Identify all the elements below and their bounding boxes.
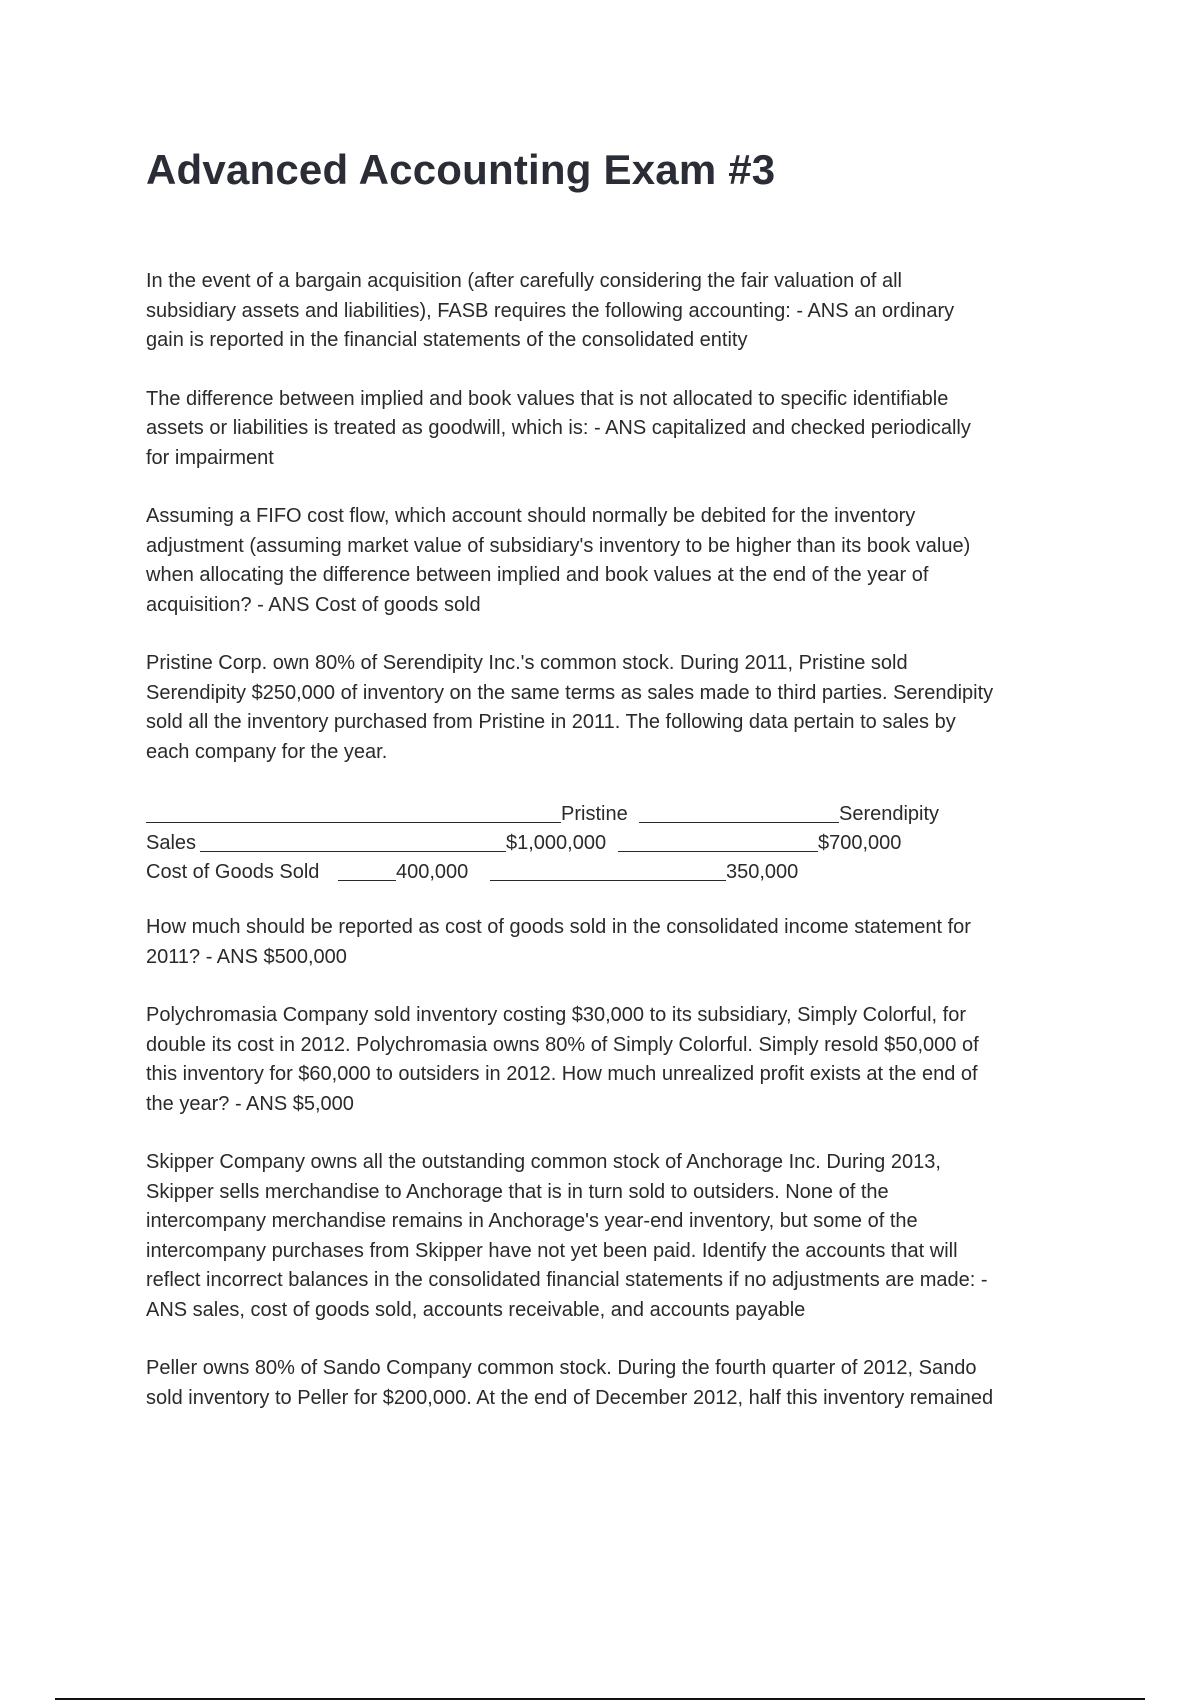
underline-rule [639,822,839,823]
table-row [146,825,1096,855]
question-goodwill: The difference between implied and book values that is not allocated to specific identifiable assets or liabilities is treated as goodwill, which is: - ANS capitalized and checked periodically for impairment [146,387,971,469]
underline-rule [490,880,726,881]
row-label-sales: Sales [146,832,197,854]
sales-pristine-value: $1,000,000 [506,832,607,854]
document-body [146,267,1096,1442]
cogs-pristine-value: 400,000 [396,861,469,883]
sales-serendipity-value: $700,000 [818,832,902,854]
underline-rule [338,880,396,881]
underline-rule [146,822,561,823]
page-title: Advanced Accounting Exam #3 [146,146,776,193]
underline-rule [200,851,506,852]
question-fifo-inventory: Assuming a FIFO cost flow, which account should normally be debited for the inventory adjustment (assuming market value of subsidiary's inventory to be higher than its book value) when allocating the difference between implied and book values at the end of the year of acquisition? - ANS Cost of goods sold [146,505,971,616]
table-header-pristine: Pristine [561,803,628,825]
question-unrealized-profit: Polychromasia Company sold inventory costing $30,000 to its subsidiary, Simply Colorful, for double its cost in 2012. Polychromasia owns 80% of Simply Colorful. Simply resold $50,000 of this inventory for $60,000 to outsiders in 2012. How much unrealized profit exists at the end of the year? - ANS $5,000 [146,1004,979,1115]
cogs-serendipity-value: 350,000 [726,861,799,883]
table-header-serendipity: Serendipity [839,803,940,825]
table-row [146,854,1096,884]
question-bargain-acquisition: In the event of a bargain acquisition (after carefully considering the fair valuation of all subsidiary assets and liabilities), FASB requires the following accounting: - ANS an ordinary gain is reported in the financial statements of the consolidated entity [146,270,955,351]
underline-rule [618,851,818,852]
question-incorrect-balances: Skipper Company owns all the outstanding common stock of Anchorage Inc. During 2013, Skipper sells merchandise to Anchorage that is in turn sold to outsiders. None of the intercompany merchandise remains in Anchorage's year-end inventory, but some of the intercompany purchases from Skipper have not yet been paid. Identify the accounts that will reflect incorrect balances in the consolidated financial statements if no adjustments are made: - ANS sales, cost of goods sold, accounts receivable, and accounts payable [146,1151,988,1321]
row-label-cogs: Cost of Goods Sold [146,861,320,883]
question-pristine-serendipity: Pristine Corp. own 80% of Serendipity Inc.'s common stock. During 2011, Pristine sold Serendipity $250,000 of inventory on the same terms as sales made to third parties. Serendipity sold all the inventory purchased from Pristine in 2011. The following data pertain to sales by each company for the year. [146,652,994,763]
table-header-row [146,796,1096,826]
question-consolidated-cogs: How much should be reported as cost of goods sold in the consolidated income statement for 2011? - ANS $500,000 [146,916,971,968]
sales-data-table [146,796,1096,884]
question-peller-sando: Peller owns 80% of Sando Company common stock. During the fourth quarter of 2012, Sando sold inventory to Peller for $200,000. At the end of December 2012, half this inventory remained [146,1357,994,1409]
